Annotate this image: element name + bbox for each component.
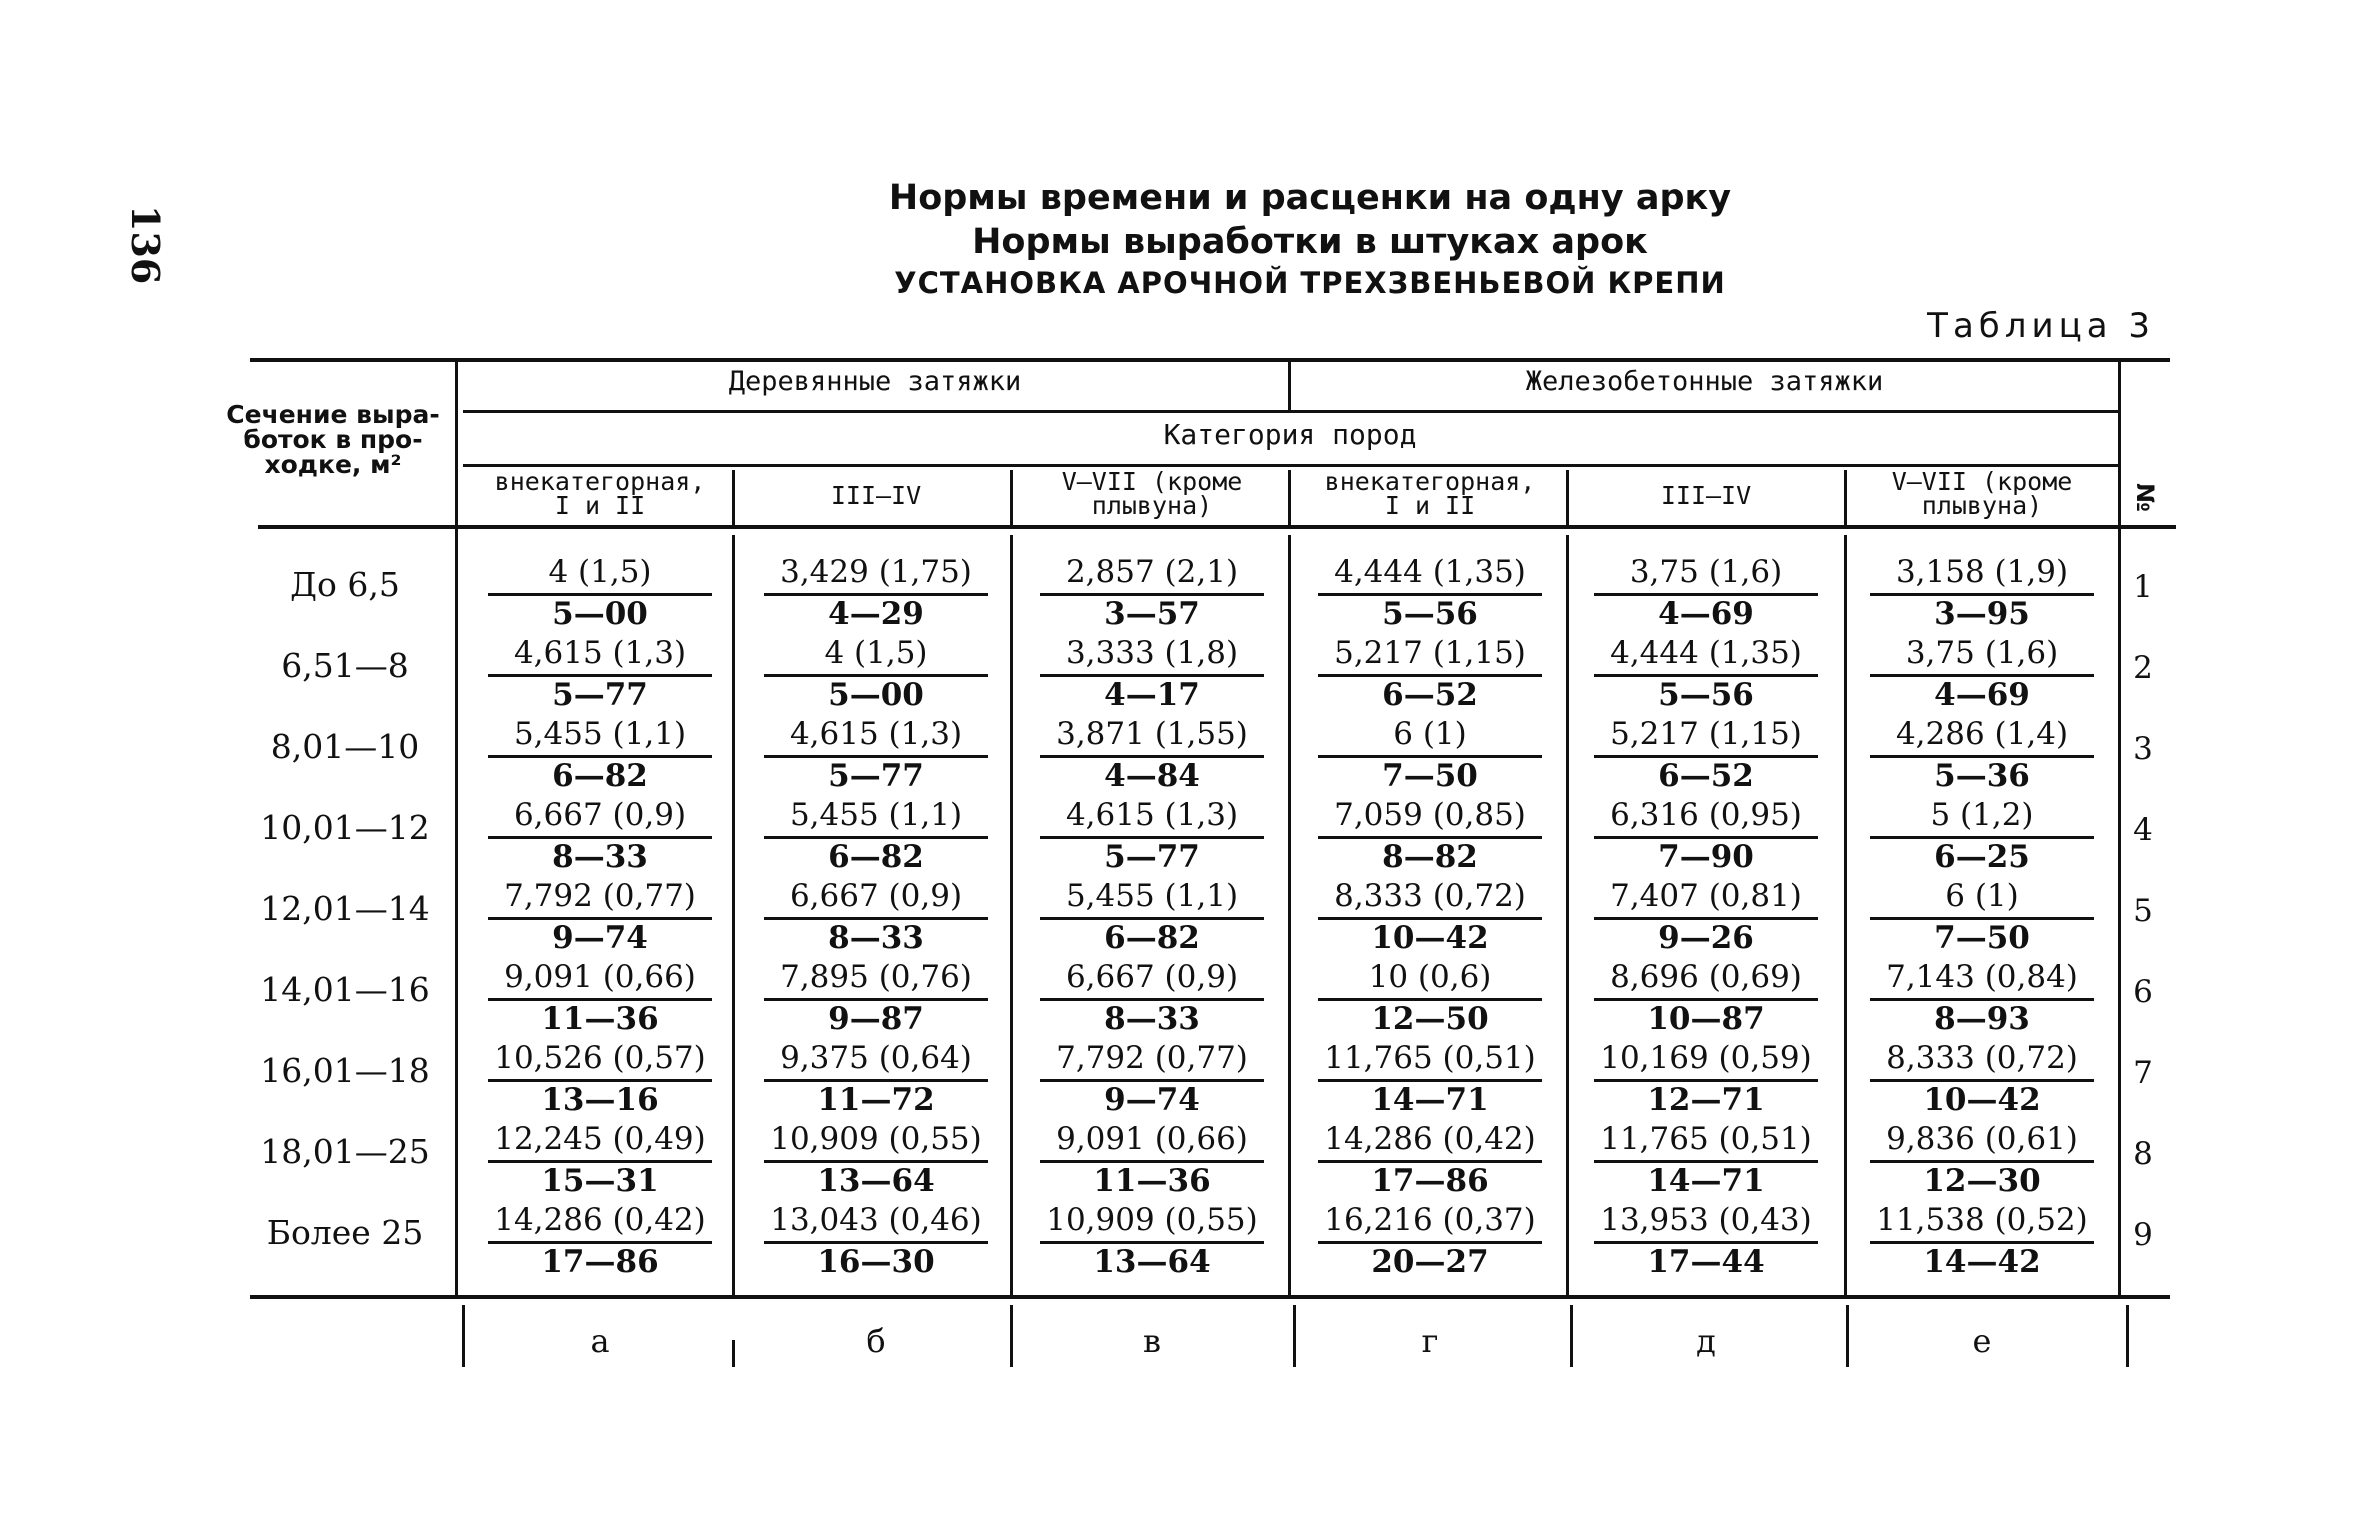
row-label: 12,01—14 xyxy=(260,889,430,928)
table-cell xyxy=(1566,958,1846,1038)
rate-value: 17—44 xyxy=(1647,1244,1765,1280)
subcol-header-5-line-1: III—IV xyxy=(1660,481,1752,510)
subcol-header-1-line-2: I и II xyxy=(554,491,646,520)
time-norm-value: 3,333 (1,8) xyxy=(1065,635,1239,671)
rate-value: 10—42 xyxy=(1371,920,1489,956)
time-norm-value: 4 (1,5) xyxy=(548,554,652,590)
time-norm-value: 6,316 (0,95) xyxy=(1610,797,1802,833)
time-norm-value: 6,667 (0,9) xyxy=(1065,959,1239,995)
rate-value: 10—42 xyxy=(1923,1082,2041,1118)
table-cell xyxy=(1842,1120,2122,1200)
table-cell xyxy=(1012,715,1292,795)
rate-value: 13—64 xyxy=(817,1163,935,1199)
table-cell xyxy=(1566,553,1846,633)
table-cell xyxy=(1566,634,1846,714)
table-cell xyxy=(1290,1039,1570,1119)
rate-value: 7—90 xyxy=(1658,839,1754,875)
rate-value: 5—36 xyxy=(1934,758,2030,794)
table-cell xyxy=(1012,1120,1292,1200)
rate-value: 12—71 xyxy=(1647,1082,1765,1118)
time-norm-value: 8,333 (0,72) xyxy=(1886,1040,2078,1076)
subcol-divider-4 xyxy=(1566,470,1569,525)
time-norm-value: 5,455 (1,1) xyxy=(789,797,963,833)
table-cell xyxy=(1012,1039,1292,1119)
table-cell xyxy=(1012,634,1292,714)
table-cell xyxy=(1842,715,2122,795)
num-col-header: № xyxy=(2131,483,2159,512)
rate-value: 9—87 xyxy=(828,1001,924,1037)
rate-value: 9—74 xyxy=(552,920,648,956)
rate-value: 12—50 xyxy=(1371,1001,1489,1037)
time-norm-value: 6 (1) xyxy=(1945,878,2019,914)
rate-value: 15—31 xyxy=(541,1163,659,1199)
table-cell xyxy=(1566,796,1846,876)
time-norm-value: 9,836 (0,61) xyxy=(1886,1121,2078,1157)
time-norm-value: 3,75 (1,6) xyxy=(1629,554,1783,590)
time-norm-value: 6,667 (0,9) xyxy=(789,878,963,914)
table-cell xyxy=(460,553,740,633)
rate-value: 11—72 xyxy=(817,1082,935,1118)
subcol-divider-3 xyxy=(1288,470,1291,525)
time-norm-value: 7,792 (0,77) xyxy=(1056,1040,1248,1076)
time-norm-value: 7,059 (0,85) xyxy=(1334,797,1526,833)
table-cell xyxy=(460,1120,740,1200)
rate-value: 3—57 xyxy=(1104,596,1200,632)
table-cell xyxy=(1290,715,1570,795)
time-norm-value: 11,765 (0,51) xyxy=(1324,1040,1536,1076)
row-number: 8 xyxy=(2133,1136,2153,1172)
row-label: До 6,5 xyxy=(290,565,400,604)
rate-value: 5—00 xyxy=(552,596,648,632)
time-norm-value: 11,765 (0,51) xyxy=(1600,1121,1812,1157)
table-cell xyxy=(460,1039,740,1119)
rate-value: 17—86 xyxy=(1371,1163,1489,1199)
time-norm-value: 13,953 (0,43) xyxy=(1600,1202,1812,1238)
rate-value: 13—16 xyxy=(541,1082,659,1118)
row-number: 2 xyxy=(2133,650,2153,686)
table-cell xyxy=(1842,877,2122,957)
time-norm-value: 14,286 (0,42) xyxy=(494,1202,706,1238)
row-label: 18,01—25 xyxy=(260,1132,430,1171)
rate-value: 10—87 xyxy=(1647,1001,1765,1037)
row-number: 1 xyxy=(2133,569,2153,605)
rate-value: 14—71 xyxy=(1371,1082,1489,1118)
section-header-line-2: боток в про- xyxy=(243,425,423,454)
table-cell xyxy=(1842,1201,2122,1281)
table-cell xyxy=(1842,958,2122,1038)
letter-divider-3 xyxy=(1293,1305,1296,1367)
subcol-header-3-line-2: плывуна) xyxy=(1091,491,1213,520)
table-cell xyxy=(1566,1120,1846,1200)
time-norm-value: 5,455 (1,1) xyxy=(513,716,687,752)
rate-value: 6—82 xyxy=(1104,920,1200,956)
table-cell xyxy=(1566,715,1846,795)
table-cell xyxy=(1566,1201,1846,1281)
time-norm-value: 6,667 (0,9) xyxy=(513,797,687,833)
subcol-header-1-line-1: внекатегорная, xyxy=(494,467,706,496)
row-label: Более 25 xyxy=(266,1213,424,1252)
category-header: Категория пород xyxy=(1163,418,1417,451)
row-label: 6,51—8 xyxy=(281,646,409,685)
row-number: 5 xyxy=(2133,893,2153,929)
time-norm-value: 7,792 (0,77) xyxy=(504,878,696,914)
rate-value: 20—27 xyxy=(1371,1244,1489,1280)
rate-value: 9—74 xyxy=(1104,1082,1200,1118)
rate-value: 4—29 xyxy=(828,596,924,632)
rate-value: 6—82 xyxy=(828,839,924,875)
rate-value: 6—52 xyxy=(1382,677,1478,713)
subcol-header-5 xyxy=(1571,481,1841,510)
table-cell xyxy=(1290,1120,1570,1200)
section-col-divider xyxy=(455,362,458,1295)
table-cell xyxy=(736,877,1016,957)
section-header-line-1: Сечение выра- xyxy=(226,400,440,429)
letter-divider-5 xyxy=(1846,1305,1849,1367)
rate-value: 5—77 xyxy=(552,677,648,713)
time-norm-value: 9,375 (0,64) xyxy=(780,1040,972,1076)
rate-value: 7—50 xyxy=(1934,920,2030,956)
row-number: 9 xyxy=(2133,1217,2153,1253)
time-norm-value: 6 (1) xyxy=(1393,716,1467,752)
row-label: 16,01—18 xyxy=(260,1051,430,1090)
section-header-line-3: ходке, м² xyxy=(264,450,402,479)
table-cell xyxy=(1290,796,1570,876)
rate-value: 9—26 xyxy=(1658,920,1754,956)
time-norm-value: 5,217 (1,15) xyxy=(1610,716,1802,752)
rate-value: 8—93 xyxy=(1934,1001,2030,1037)
time-norm-value: 8,333 (0,72) xyxy=(1334,878,1526,914)
table-cell xyxy=(1290,1201,1570,1281)
table-cell xyxy=(736,553,1016,633)
time-norm-value: 5,217 (1,15) xyxy=(1334,635,1526,671)
table-cell xyxy=(1012,1201,1292,1281)
time-norm-value: 10,169 (0,59) xyxy=(1600,1040,1812,1076)
table-cell xyxy=(460,877,740,957)
table-cell xyxy=(1012,553,1292,633)
rate-value: 4—17 xyxy=(1104,677,1200,713)
subcol-header-3 xyxy=(1017,467,1287,520)
subcol-header-4-line-2: I и II xyxy=(1384,491,1476,520)
table-cell xyxy=(1566,1039,1846,1119)
rate-value: 16—30 xyxy=(817,1244,935,1280)
time-norm-value: 4,615 (1,3) xyxy=(1065,797,1239,833)
rate-value: 5—77 xyxy=(828,758,924,794)
table-cell xyxy=(1290,634,1570,714)
time-norm-value: 3,429 (1,75) xyxy=(780,554,972,590)
table-cell xyxy=(460,634,740,714)
column-letter: д xyxy=(1696,1322,1716,1360)
time-norm-value: 5 (1,2) xyxy=(1930,797,2034,833)
table-cell xyxy=(1012,877,1292,957)
letter-divider-2 xyxy=(1010,1305,1013,1367)
column-letter: а xyxy=(590,1322,610,1360)
subcol-header-2 xyxy=(741,481,1011,510)
table-cell xyxy=(1842,1039,2122,1119)
table-cell xyxy=(460,715,740,795)
table-cell xyxy=(736,1201,1016,1281)
table-cell xyxy=(1012,958,1292,1038)
time-norm-value: 4,615 (1,3) xyxy=(513,635,687,671)
table-cell xyxy=(1290,958,1570,1038)
time-norm-value: 3,75 (1,6) xyxy=(1905,635,2059,671)
subcol-header-6-line-2: плывуна) xyxy=(1921,491,2043,520)
table-cell xyxy=(1290,553,1570,633)
row-label: 14,01—16 xyxy=(260,970,430,1009)
time-norm-value: 8,696 (0,69) xyxy=(1610,959,1802,995)
table-cell xyxy=(1290,877,1570,957)
time-norm-value: 3,871 (1,55) xyxy=(1056,716,1248,752)
rate-value: 4—69 xyxy=(1934,677,2030,713)
table-cell xyxy=(736,715,1016,795)
rate-value: 14—71 xyxy=(1647,1163,1765,1199)
row-number: 4 xyxy=(2133,812,2153,848)
rate-value: 8—33 xyxy=(552,839,648,875)
rate-value: 7—50 xyxy=(1382,758,1478,794)
rate-value: 3—95 xyxy=(1934,596,2030,632)
time-norm-value: 4 (1,5) xyxy=(824,635,928,671)
time-norm-value: 16,216 (0,37) xyxy=(1324,1202,1536,1238)
table-cell xyxy=(736,1120,1016,1200)
table-cell xyxy=(736,958,1016,1038)
group-header-wood: Деревянные затяжки xyxy=(728,366,1022,397)
table-cell xyxy=(1842,553,2122,633)
row-label: 10,01—12 xyxy=(260,808,430,847)
rate-value: 12—30 xyxy=(1923,1163,2041,1199)
time-norm-value: 10,526 (0,57) xyxy=(494,1040,706,1076)
table-cell xyxy=(460,958,740,1038)
title-line-2: Нормы выработки в штуках арок xyxy=(972,222,1648,262)
time-norm-value: 7,407 (0,81) xyxy=(1610,878,1802,914)
table-cell xyxy=(736,796,1016,876)
time-norm-value: 4,444 (1,35) xyxy=(1334,554,1526,590)
rate-value: 5—56 xyxy=(1658,677,1754,713)
title-line-1: Нормы времени и расценки на одну арку xyxy=(888,178,1732,218)
rate-value: 11—36 xyxy=(541,1001,659,1037)
time-norm-value: 5,455 (1,1) xyxy=(1065,878,1239,914)
table-cell xyxy=(1842,634,2122,714)
time-norm-value: 4,615 (1,3) xyxy=(789,716,963,752)
time-norm-value: 7,143 (0,84) xyxy=(1886,959,2078,995)
row-number: 6 xyxy=(2133,974,2153,1010)
column-letter: г xyxy=(1421,1322,1439,1360)
column-letter: б xyxy=(866,1322,886,1360)
rate-value: 4—84 xyxy=(1104,758,1200,794)
row-number: 7 xyxy=(2133,1055,2153,1091)
rate-value: 17—86 xyxy=(541,1244,659,1280)
subcol-header-4 xyxy=(1295,467,1565,520)
time-norm-value: 3,158 (1,9) xyxy=(1895,554,2069,590)
row-number: 3 xyxy=(2133,731,2153,767)
rate-value: 5—00 xyxy=(828,677,924,713)
table-label: Таблица 3 xyxy=(1927,306,2155,346)
subcol-header-6-line-1: V—VII (кроме xyxy=(1891,467,2073,496)
table-cell xyxy=(1012,796,1292,876)
table-cell xyxy=(736,634,1016,714)
column-letter: в xyxy=(1142,1322,1161,1360)
rate-value: 8—33 xyxy=(828,920,924,956)
category-rule xyxy=(463,464,2121,467)
rate-value: 8—82 xyxy=(1382,839,1478,875)
rate-value: 4—69 xyxy=(1658,596,1754,632)
rate-value: 8—33 xyxy=(1104,1001,1200,1037)
table-cell xyxy=(736,1039,1016,1119)
rate-value: 6—25 xyxy=(1934,839,2030,875)
time-norm-value: 14,286 (0,42) xyxy=(1324,1121,1536,1157)
rate-value: 5—77 xyxy=(1104,839,1200,875)
time-norm-value: 2,857 (2,1) xyxy=(1065,554,1239,590)
subcol-header-3-line-1: V—VII (кроме xyxy=(1061,467,1243,496)
group-rule xyxy=(463,410,2121,413)
section-header xyxy=(222,402,444,477)
time-norm-value: 11,538 (0,52) xyxy=(1876,1202,2088,1238)
time-norm-value: 10,909 (0,55) xyxy=(770,1121,982,1157)
letter-divider-4 xyxy=(1570,1305,1573,1367)
group-header-concrete: Железобетонные затяжки xyxy=(1525,366,1884,397)
subcol-header-4-line-1: внекатегорная, xyxy=(1324,467,1536,496)
title-line-3: УСТАНОВКА АРОЧНОЙ ТРЕХЗВЕНЬЕВОЙ КРЕПИ xyxy=(894,266,1726,300)
table-bottom-rule xyxy=(250,1295,2170,1299)
time-norm-value: 12,245 (0,49) xyxy=(494,1121,706,1157)
rate-value: 13—64 xyxy=(1093,1244,1211,1280)
header-bottom-rule xyxy=(258,525,2176,529)
letter-divider-0 xyxy=(462,1305,465,1367)
time-norm-value: 4,286 (1,4) xyxy=(1895,716,2069,752)
rate-value: 6—82 xyxy=(552,758,648,794)
time-norm-value: 10,909 (0,55) xyxy=(1046,1202,1258,1238)
row-label: 8,01—10 xyxy=(270,727,420,766)
table-cell xyxy=(1842,796,2122,876)
rate-value: 6—52 xyxy=(1658,758,1754,794)
time-norm-value: 9,091 (0,66) xyxy=(1056,1121,1248,1157)
time-norm-value: 13,043 (0,46) xyxy=(770,1202,982,1238)
time-norm-value: 10 (0,6) xyxy=(1368,959,1492,995)
time-norm-value: 7,895 (0,76) xyxy=(780,959,972,995)
rate-value: 14—42 xyxy=(1923,1244,2041,1280)
rate-value: 5—56 xyxy=(1382,596,1478,632)
letter-divider-1 xyxy=(732,1340,735,1367)
time-norm-value: 9,091 (0,66) xyxy=(504,959,696,995)
subcol-header-6 xyxy=(1847,467,2117,520)
page-number: 136 xyxy=(123,205,168,285)
subcol-header-2-line-1: III—IV xyxy=(830,481,922,510)
rate-value: 11—36 xyxy=(1093,1163,1211,1199)
letter-divider-6 xyxy=(2126,1305,2129,1367)
table-top-rule xyxy=(250,358,2170,362)
subcol-header-1 xyxy=(465,467,735,520)
time-norm-value: 4,444 (1,35) xyxy=(1610,635,1802,671)
table-cell xyxy=(1566,877,1846,957)
table-cell xyxy=(460,796,740,876)
column-letter: е xyxy=(1972,1322,1992,1360)
table-cell xyxy=(460,1201,740,1281)
